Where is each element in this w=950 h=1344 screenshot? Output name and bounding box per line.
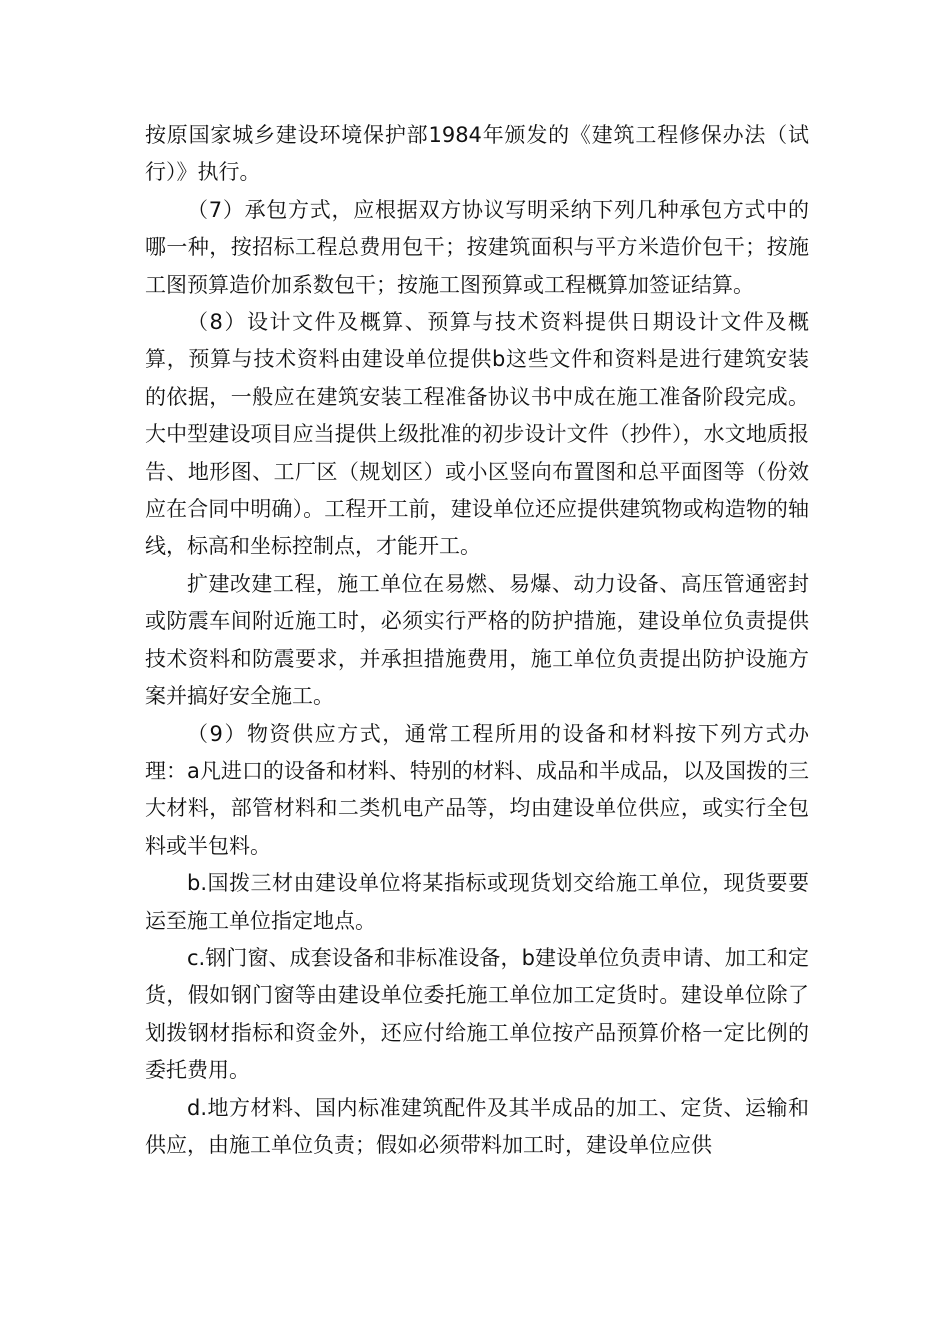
- paragraph-8: d.地方材料、国内标准建筑配件及其半成品的加工、定货、运输和供应，由施工单位负责；假如必须带料加工时，建设单位应供: [145, 1095, 809, 1157]
- paragraph-1: 按原国家城乡建设环境保护部1984年颁发的《建筑工程修保办法（试行）》执行。: [145, 123, 809, 185]
- paragraph-7: c.钢门窗、成套设备和非标准设备，b建设单位负责申请、加工和定货，假如钢门窗等由建设单位委托施工单位加工定货时。建设单位除了划拨钢材指标和资金外，还应付给施工单位按产品预算价格一定比例的委托费用。: [145, 945, 809, 1083]
- paragraph-4: 扩建改建工程，施工单位在易燃、易爆、动力设备、高压管通密封或防震车间附近施工时，必须实行严格的防护措施，建设单位负责提供技术资料和防震要求，并承担措施费用，施工单位负责提出防护设施方案并搞好安全施工。: [145, 571, 809, 709]
- paragraph-5: （9）物资供应方式，通常工程所用的设备和材料按下列方式办理：a凡进口的设备和材料、特别的材料、成品和半成品，以及国拨的三大材料，部管材料和二类机电产品等，均由建设单位供应，或实行全包料或半包料。: [145, 721, 809, 858]
- document-body: [145, 117, 809, 1164]
- paragraph-2: （7）承包方式，应根据双方协议写明采纳下列几种承包方式中的哪一种，按招标工程总费用包干；按建筑面积与平方米造价包干；按施工图预算造价加系数包干；按施工图预算或工程概算加签证结算。: [145, 197, 809, 297]
- paragraph-6: b.国拨三材由建设单位将某指标或现货划交给施工单位，现货要要运至施工单位指定地点。: [145, 871, 809, 933]
- paragraph-3: （8）设计文件及概算、预算与技术资料提供日期设计文件及概算，预算与技术资料由建设单位提供b这些文件和资料是进行建筑安装的依据，一般应在建筑安装工程准备协议书中成在施工准备阶段完成。大中型建设项目应当提供上级批准的初步设计文件（抄件），水文地质报告、地形图、工厂区（规划区）或小区竖向布置图和总平面图等（份效应在合同中明确）。工程开工前，建设单位还应提供建筑物或构造物的轴线，标高和坐标控制点，才能开工。: [145, 310, 809, 559]
